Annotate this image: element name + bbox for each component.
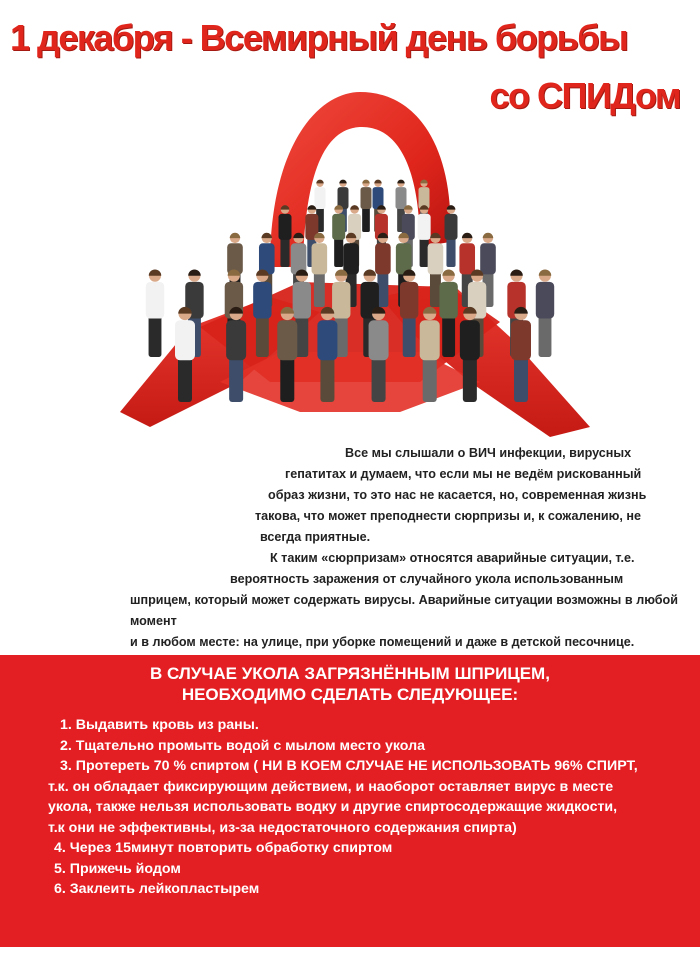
person-figure: [279, 205, 292, 267]
step-3-continued: укола, также нельзя использовать водку и другие спиртосодержащие жидкости,: [48, 799, 618, 815]
person-figure: [400, 269, 418, 357]
person-figure: [253, 269, 271, 357]
intro-line: и в любом месте: на улице, при уборке помещений и даже в детской песочнице.: [130, 635, 635, 649]
person-figure: [536, 269, 554, 357]
step-6: 6. Заклеить лейкопластырем: [54, 881, 260, 897]
instructions-title-line-2: НЕОБХОДИМО СДЕЛАТЬ СЛЕДУЮЩЕЕ:: [181, 685, 519, 704]
title-line-2: со СПИДом: [489, 75, 680, 116]
intro-line: образ жизни, то это нас не касается, но, современная жизнь: [268, 488, 647, 502]
intro-line: всегда приятные.: [260, 530, 371, 544]
intro-line: шприцем, который может содержать вирусы. Аварийные ситуации возможны в любой момент: [130, 593, 678, 628]
step-4: 4. Через 15минут повторить обработку спиртом: [54, 840, 393, 856]
person-figure: [361, 180, 372, 232]
ribbon-crowd-illustration: [120, 82, 590, 442]
intro-line: такова, что может преподнести сюрпризы и, к сожалению, не: [255, 509, 642, 523]
bottom-margin: [0, 947, 700, 968]
step-3-continued: т.к. он обладает фиксирующим действием, и наоборот оставляет вирус в месте: [48, 778, 614, 795]
step-5: 5. Прижечь йодом: [54, 860, 181, 877]
person-figure: [146, 269, 164, 357]
person-figure: [332, 205, 345, 267]
step-3: 3. Протереть 70 % спиртом ( НИ В КОЕМ СЛУЧАЕ НЕ ИСПОЛЬЗОВАТЬ 96% СПИРТ,: [60, 758, 638, 774]
intro-line: вероятность заражения от случайного укола использованным: [230, 572, 624, 586]
person-figure: [460, 307, 480, 402]
person-figure: [226, 307, 246, 402]
intro-line: Все мы слышали о ВИЧ инфекции, вирусных: [345, 446, 632, 460]
intro-text: [130, 443, 678, 653]
intro-line: К таким «сюрпризам» относятся аварийные ситуации, т.е.: [270, 551, 635, 565]
person-figure: [445, 205, 458, 267]
step-3-continued: т.к они не эффективны, из-за недостаточного содержания спирта): [48, 819, 517, 836]
step-2: 2. Тщательно промыть водой с мылом место укола: [60, 737, 425, 754]
instructions-panel: [0, 655, 700, 947]
step-1: 1. Выдавить кровь из раны.: [60, 717, 259, 733]
person-figure: [175, 307, 195, 402]
person-figure: [511, 307, 531, 402]
title-line-1: 1 декабря - Всемирный день борьбы: [10, 17, 628, 58]
instructions-title-line-1: В СЛУЧАЕ УКОЛА ЗАГРЯЗНЁННЫМ ШПРИЦЕМ,: [150, 664, 550, 683]
person-figure: [420, 307, 440, 402]
person-figure: [439, 269, 457, 357]
intro-line: гепатитах и думаем, что если мы не ведём рискованный: [285, 467, 642, 481]
instructions-steps: [50, 715, 690, 900]
instructions-title: [0, 655, 700, 705]
